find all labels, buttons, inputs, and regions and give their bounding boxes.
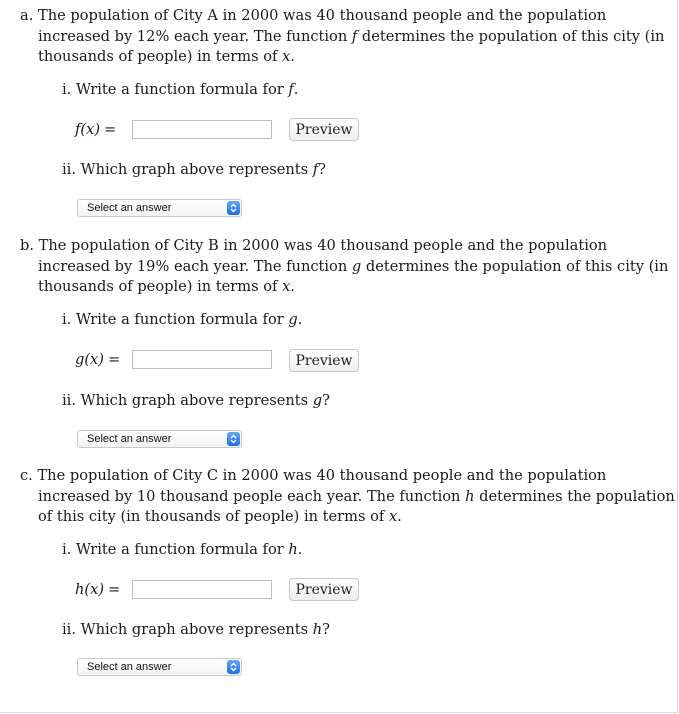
part-c-question-i: i. Write a function formula for h. [62, 541, 303, 558]
function-symbol: f [351, 27, 358, 45]
part-b-fx-label: g(x) = [75, 351, 121, 368]
select-label: Select an answer [87, 661, 172, 673]
part-b-graph-select[interactable] [77, 430, 242, 448]
part-b-preview-button[interactable]: Preview [289, 349, 359, 372]
part-c-preview-button[interactable]: Preview [289, 578, 359, 601]
part-c-fx-label: h(x) = [75, 581, 121, 598]
part-a-prompt: a. The population of City A in 2000 was 40 thousand people and the population increased by 12% each year. The function f determines the population of this city (in thousands of people) in terms of x. [20, 7, 665, 65]
part-a-answer-input[interactable] [132, 120, 272, 139]
part-a-question-i: i. Write a function formula for f. [62, 81, 299, 98]
part-b-question-i: i. Write a function formula for g. [62, 311, 303, 328]
part-c-graph-select[interactable] [77, 658, 242, 676]
part-a-graph-select[interactable] [77, 199, 242, 217]
part-a-question-ii: ii. Which graph above represents f? [62, 161, 326, 178]
variable-symbol: x [282, 48, 291, 65]
select-arrows-icon [227, 201, 240, 215]
select-label: Select an answer [87, 202, 172, 214]
part-c-answer-input[interactable] [132, 580, 272, 599]
part-a-preview-button[interactable]: Preview [289, 118, 359, 141]
variable-symbol: x [388, 508, 398, 525]
variable-symbol: x [282, 278, 291, 295]
function-symbol: g [351, 257, 362, 275]
part-b-answer-input[interactable] [132, 350, 272, 369]
part-b-prompt: b. The population of City B in 2000 was 40 thousand people and the population increased by 19% each year. The function g determines the population of this city (in thousands of people) in terms of x. [20, 237, 669, 295]
function-symbol: h [465, 487, 475, 505]
part-c-prompt: c. The population of City C in 2000 was 40 thousand people and the population increased by 10 thousand people each year. The function h determines the population of this city (in thousands of people) in terms of x. [20, 467, 675, 525]
select-arrows-icon [227, 660, 240, 674]
part-c-question-ii: ii. Which graph above represents h? [62, 621, 330, 638]
part-b-question-ii: ii. Which graph above represents g? [62, 392, 330, 409]
select-label: Select an answer [87, 433, 172, 445]
part-a-fx-label: f(x) = [75, 121, 117, 138]
select-arrows-icon [227, 432, 240, 446]
